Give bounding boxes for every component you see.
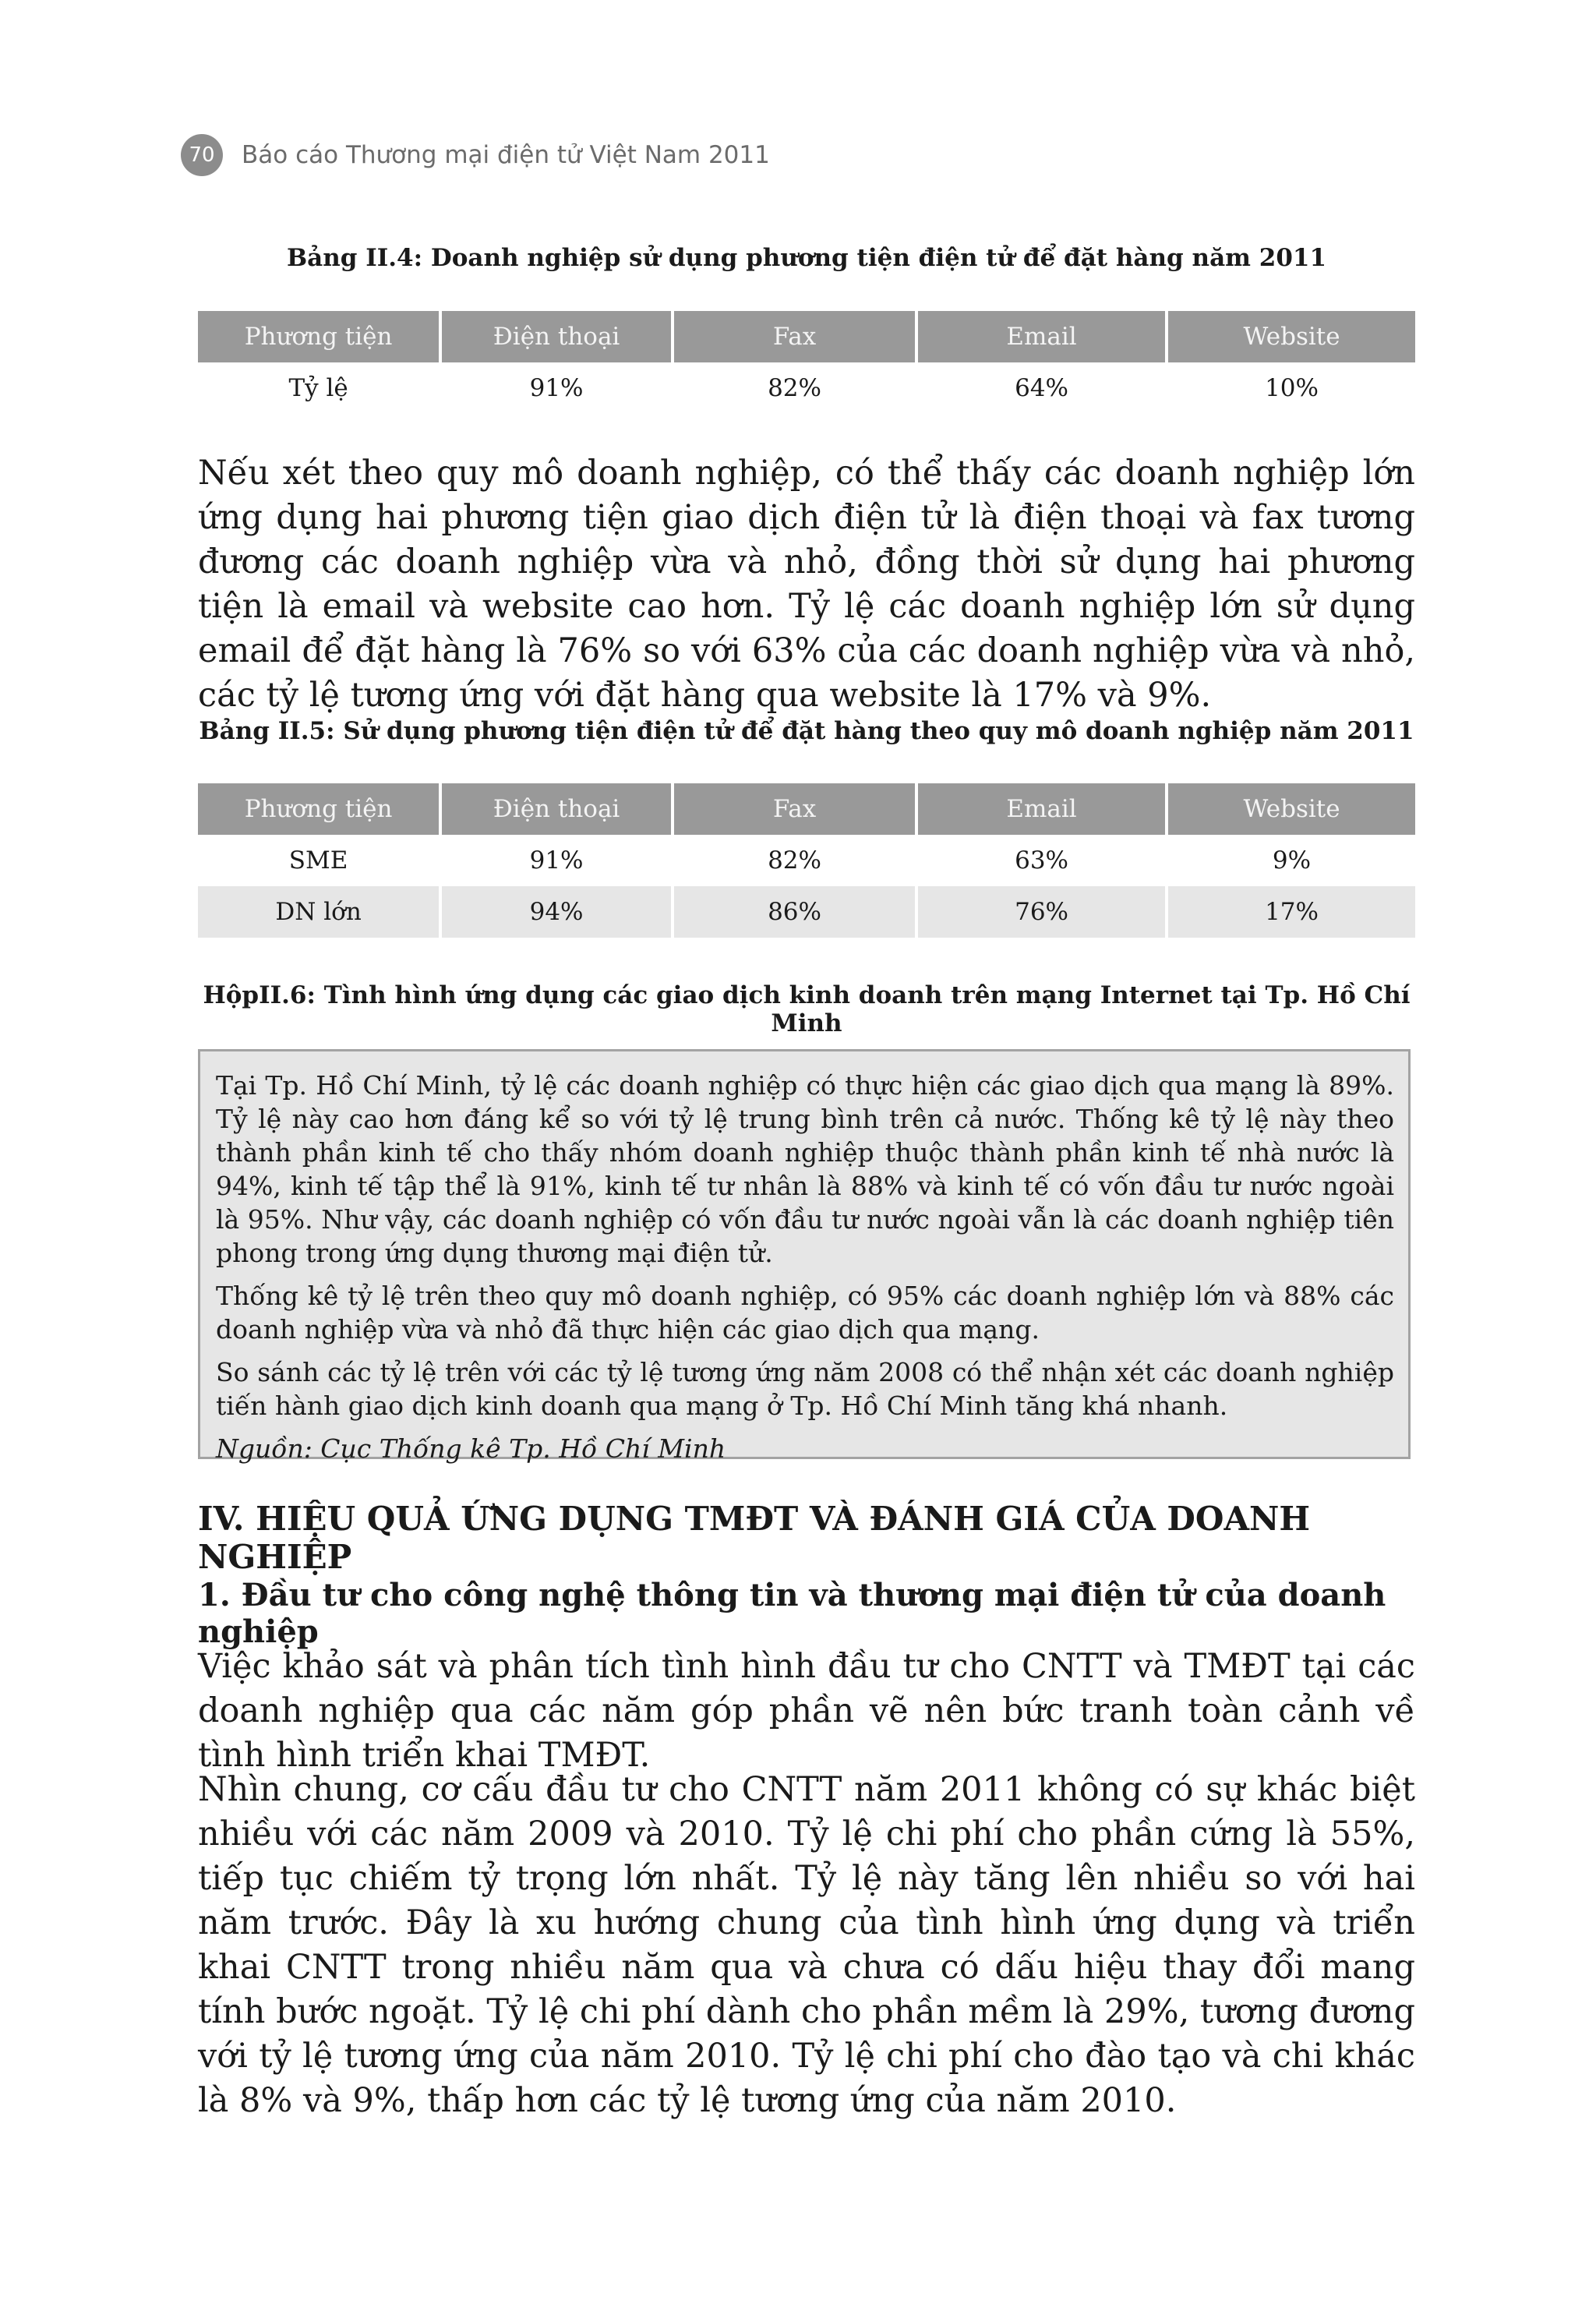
box-paragraph: So sánh các tỷ lệ trên với các tỷ lệ tương ứng năm 2008 có thể nhận xét các doanh nghiệp tiến hành giao dịch kinh doanh qua mạng ở Tp. Hồ Chí Minh tăng khá nhanh. xyxy=(216,1357,1394,1421)
table-cell: 82% xyxy=(673,362,916,414)
info-box xyxy=(198,1049,1411,1464)
column-header: Điện thoại xyxy=(440,783,673,835)
table-cell: 76% xyxy=(916,886,1167,938)
section-heading: IV. HIỆU QUẢ ỨNG DỤNG TMĐT VÀ ĐÁNH GIÁ CỦA DOANH NGHIỆP xyxy=(198,1500,1311,1576)
column-header: Điện thoại xyxy=(440,311,673,362)
column-header: Email xyxy=(916,311,1167,362)
table-cell: Tỷ lệ xyxy=(198,362,440,414)
table-row xyxy=(198,886,1415,938)
table-cell: 91% xyxy=(440,835,673,886)
column-header: Phương tiện xyxy=(198,783,440,835)
box-caption: HộpII.6: Tình hình ứng dụng các giao dịch kinh doanh trên mạng Internet tại Tp. Hồ Chí Minh xyxy=(203,981,1411,1037)
box-source: Nguồn: Cục Thống kê Tp. Hồ Chí Minh xyxy=(216,1433,726,1464)
body-paragraph: Nếu xét theo quy mô doanh nghiệp, có thể thấy các doanh nghiệp lớn ứng dụng hai phương tiện giao dịch điện tử là điện thoại và fax tương đương các doanh nghiệp vừa và nhỏ, đồng thời sử dụng hai phương tiện là email và website cao hơn. Tỷ lệ các doanh nghiệp lớn sử dụng email để đặt hàng là 76% so với 63% của các doanh nghiệp vừa và nhỏ, các tỷ lệ tương ứng với đặt hàng qua website là 17% và 9%. xyxy=(198,454,1415,715)
body-paragraph: Việc khảo sát và phân tích tình hình đầu tư cho CNTT và TMĐT tại các doanh nghiệp qua các năm góp phần vẽ nên bức tranh toàn cảnh về tình hình triển khai TMĐT. xyxy=(198,1647,1415,1775)
column-header: Website xyxy=(1167,311,1415,362)
column-header: Fax xyxy=(673,311,916,362)
table-cell: SME xyxy=(198,835,440,886)
column-header: Fax xyxy=(673,783,916,835)
table-cell: 64% xyxy=(916,362,1167,414)
table-cell: 10% xyxy=(1265,374,1319,402)
box-paragraph: Tại Tp. Hồ Chí Minh, tỷ lệ các doanh nghiệp có thực hiện các giao dịch qua mạng là 89%. Tỷ lệ này cao hơn đáng kể so với tỷ lệ trung bình trên cả nước. Thống kê tỷ lệ này theo thành phần kinh tế cho thấy nhóm doanh nghiệp thuộc thành phần kinh tế nhà nước là 94%, kinh tế tập thể là 91%, kinh tế tư nhân là 88% và kinh tế có vốn đầu tư nước ngoài là 95%. Như vậy, các doanh nghiệp có vốn đầu tư nước ngoài vẫn là các doanh nghiệp tiên phong trong ứng dụng thương mại điện tử. xyxy=(216,1070,1394,1268)
table1-caption: Bảng II.4: Doanh nghiệp sử dụng phương tiện điện tử để đặt hàng năm 2011 xyxy=(286,244,1327,272)
box-paragraph: Thống kê tỷ lệ trên theo quy mô doanh nghiệp, có 95% các doanh nghiệp lớn và 88% các doanh nghiệp vừa và nhỏ đã thực hiện các giao dịch qua mạng. xyxy=(216,1281,1394,1345)
column-header: Phương tiện xyxy=(198,311,440,362)
table-ordering-channels xyxy=(198,311,1415,414)
subsection-heading: 1. Đầu tư cho công nghệ thông tin và thương mại điện tử của doanh nghiệp xyxy=(198,1577,1386,1650)
table-cell: 63% xyxy=(916,835,1167,886)
table-header-row xyxy=(198,783,1415,835)
table-cell: 17% xyxy=(1167,886,1415,938)
column-header: Website xyxy=(1167,783,1415,835)
table-cell: 94% xyxy=(440,886,673,938)
table-cell: DN lớn xyxy=(198,886,440,938)
column-header: Email xyxy=(916,783,1167,835)
page-header xyxy=(181,134,770,176)
page-number-badge: 70 xyxy=(181,134,223,176)
body-paragraph: Nhìn chung, cơ cấu đầu tư cho CNTT năm 2011 không có sự khác biệt nhiều với các năm 2009 và 2010. Tỷ lệ chi phí cho phần cứng là 55%, tiếp tục chiếm tỷ trọng lớn nhất. Tỷ lệ này tăng lên nhiều so với hai năm trước. Đây là xu hướng chung của tình hình ứng dụng và triển khai CNTT trong nhiều năm qua và chưa có dấu hiệu thay đổi mang tính bước ngoặt. Tỷ lệ chi phí dành cho phần mềm là 29%, tương đương với tỷ lệ tương ứng của năm 2010. Tỷ lệ chi phí cho đào tạo và chi khác là 8% và 9%, thấp hơn các tỷ lệ tương ứng của năm 2010. xyxy=(198,1770,1415,2120)
table-row xyxy=(198,362,1415,414)
running-title: Báo cáo Thương mại điện tử Việt Nam 2011 xyxy=(242,141,770,169)
table2-caption: Bảng II.5: Sử dụng phương tiện điện tử để đặt hàng theo quy mô doanh nghiệp năm 2011 xyxy=(199,717,1414,745)
table-cell: 9% xyxy=(1272,846,1312,875)
table-row xyxy=(198,835,1415,886)
table-cell: 91% xyxy=(440,362,673,414)
table-header-row xyxy=(198,311,1415,362)
table-cell: 82% xyxy=(673,835,916,886)
table-ordering-by-size xyxy=(198,783,1415,938)
table-cell: 86% xyxy=(673,886,916,938)
